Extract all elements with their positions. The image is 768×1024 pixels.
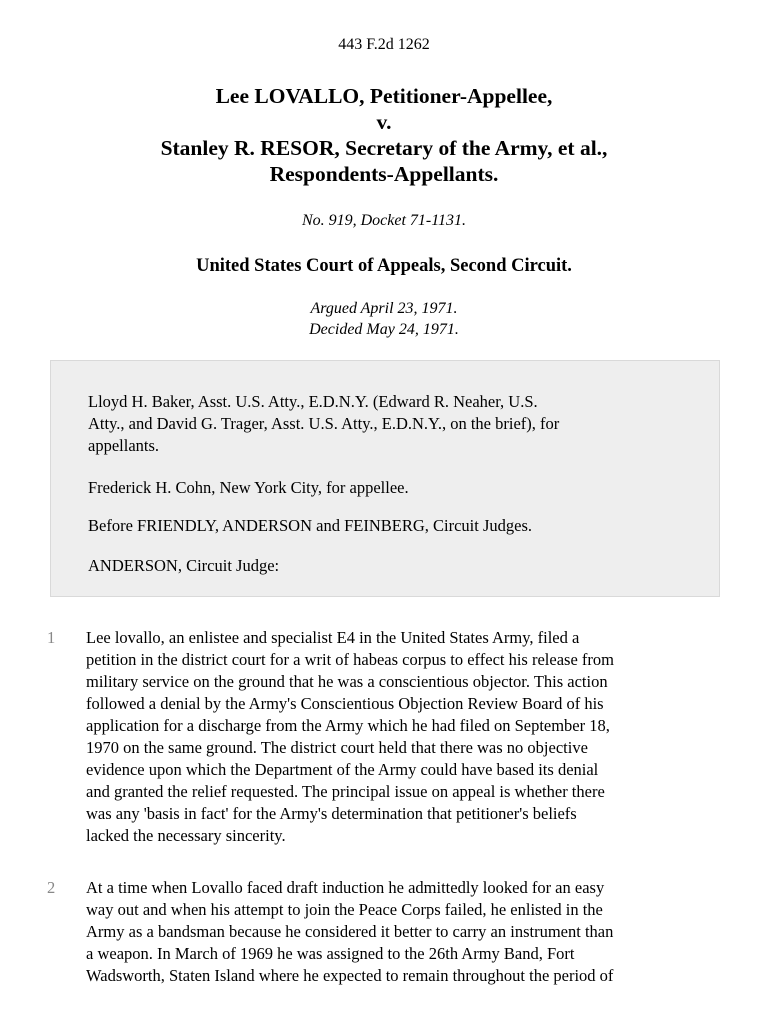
text-line: Lee lovallo, an enlistee and specialist E4 in the United States Army, filed a xyxy=(86,628,580,647)
text-line: Atty., and David G. Trager, Asst. U.S. Atty., E.D.N.Y., on the brief), for xyxy=(88,414,560,433)
text-line: appellants. xyxy=(88,436,160,455)
text-line: Lloyd H. Baker, Asst. U.S. Atty., E.D.N.Y. (Edward R. Neaher, U.S. xyxy=(88,392,538,411)
respondent-line: Stanley R. RESOR, Secretary of the Army, et al., xyxy=(160,136,608,160)
versus-line: v. xyxy=(376,110,392,134)
text-line: way out and when his attempt to join the Peace Corps failed, he enlisted in the xyxy=(86,900,603,919)
text-line: military service on the ground that he was a conscientious objector. This action xyxy=(86,672,608,691)
paragraph-number: 1 xyxy=(47,628,56,647)
text-line: 1970 on the same ground. The district court held that there was no objective xyxy=(86,738,588,757)
case-dates xyxy=(0,298,768,340)
text-line: followed a denial by the Army's Conscientious Objection Review Board of his xyxy=(86,694,604,713)
text-line: evidence upon which the Department of the Army could have based its denial xyxy=(86,760,599,779)
text-line: At a time when Lovallo faced draft induction he admittedly looked for an easy xyxy=(86,878,605,897)
text-line: a weapon. In March of 1969 he was assigned to the 26th Army Band, Fort xyxy=(86,944,575,963)
appellants-counsel xyxy=(88,391,688,457)
counsel-box xyxy=(50,360,720,597)
text-line: petition in the district court for a writ of habeas corpus to effect his release from xyxy=(86,650,614,669)
text-line: Wadsworth, Staten Island where he expected to remain throughout the period of xyxy=(86,966,614,985)
text-line: and granted the relief requested. The principal issue on appeal is whether there xyxy=(86,782,605,801)
paragraph-number: 2 xyxy=(47,878,56,897)
judges-panel: Before FRIENDLY, ANDERSON and FEINBERG, Circuit Judges. xyxy=(88,516,532,535)
text-line: was any 'basis in fact' for the Army's determination that petitioner's beliefs xyxy=(86,804,577,823)
paragraph-1 xyxy=(86,627,734,847)
court-name: United States Court of Appeals, Second Circuit. xyxy=(196,256,572,276)
petitioner-line: Lee LOVALLO, Petitioner-Appellee, xyxy=(215,84,553,108)
text-line: lacked the necessary sincerity. xyxy=(86,826,286,845)
appellee-counsel: Frederick H. Cohn, New York City, for appellee. xyxy=(88,478,409,497)
opinion-author: ANDERSON, Circuit Judge: xyxy=(88,556,280,575)
respondent-role-line: Respondents-Appellants. xyxy=(269,162,499,186)
case-parties xyxy=(0,83,768,187)
decided-date: Decided May 24, 1971. xyxy=(309,321,459,338)
docket-number: No. 919, Docket 71-1131. xyxy=(301,212,467,229)
case-citation: 443 F.2d 1262 xyxy=(338,36,430,53)
text-line: Army as a bandsman because he considered it better to carry an instrument than xyxy=(86,922,614,941)
paragraph-2 xyxy=(86,877,734,987)
argued-date: Argued April 23, 1971. xyxy=(310,300,458,317)
text-line: application for a discharge from the Army which he had filed on September 18, xyxy=(86,716,610,735)
